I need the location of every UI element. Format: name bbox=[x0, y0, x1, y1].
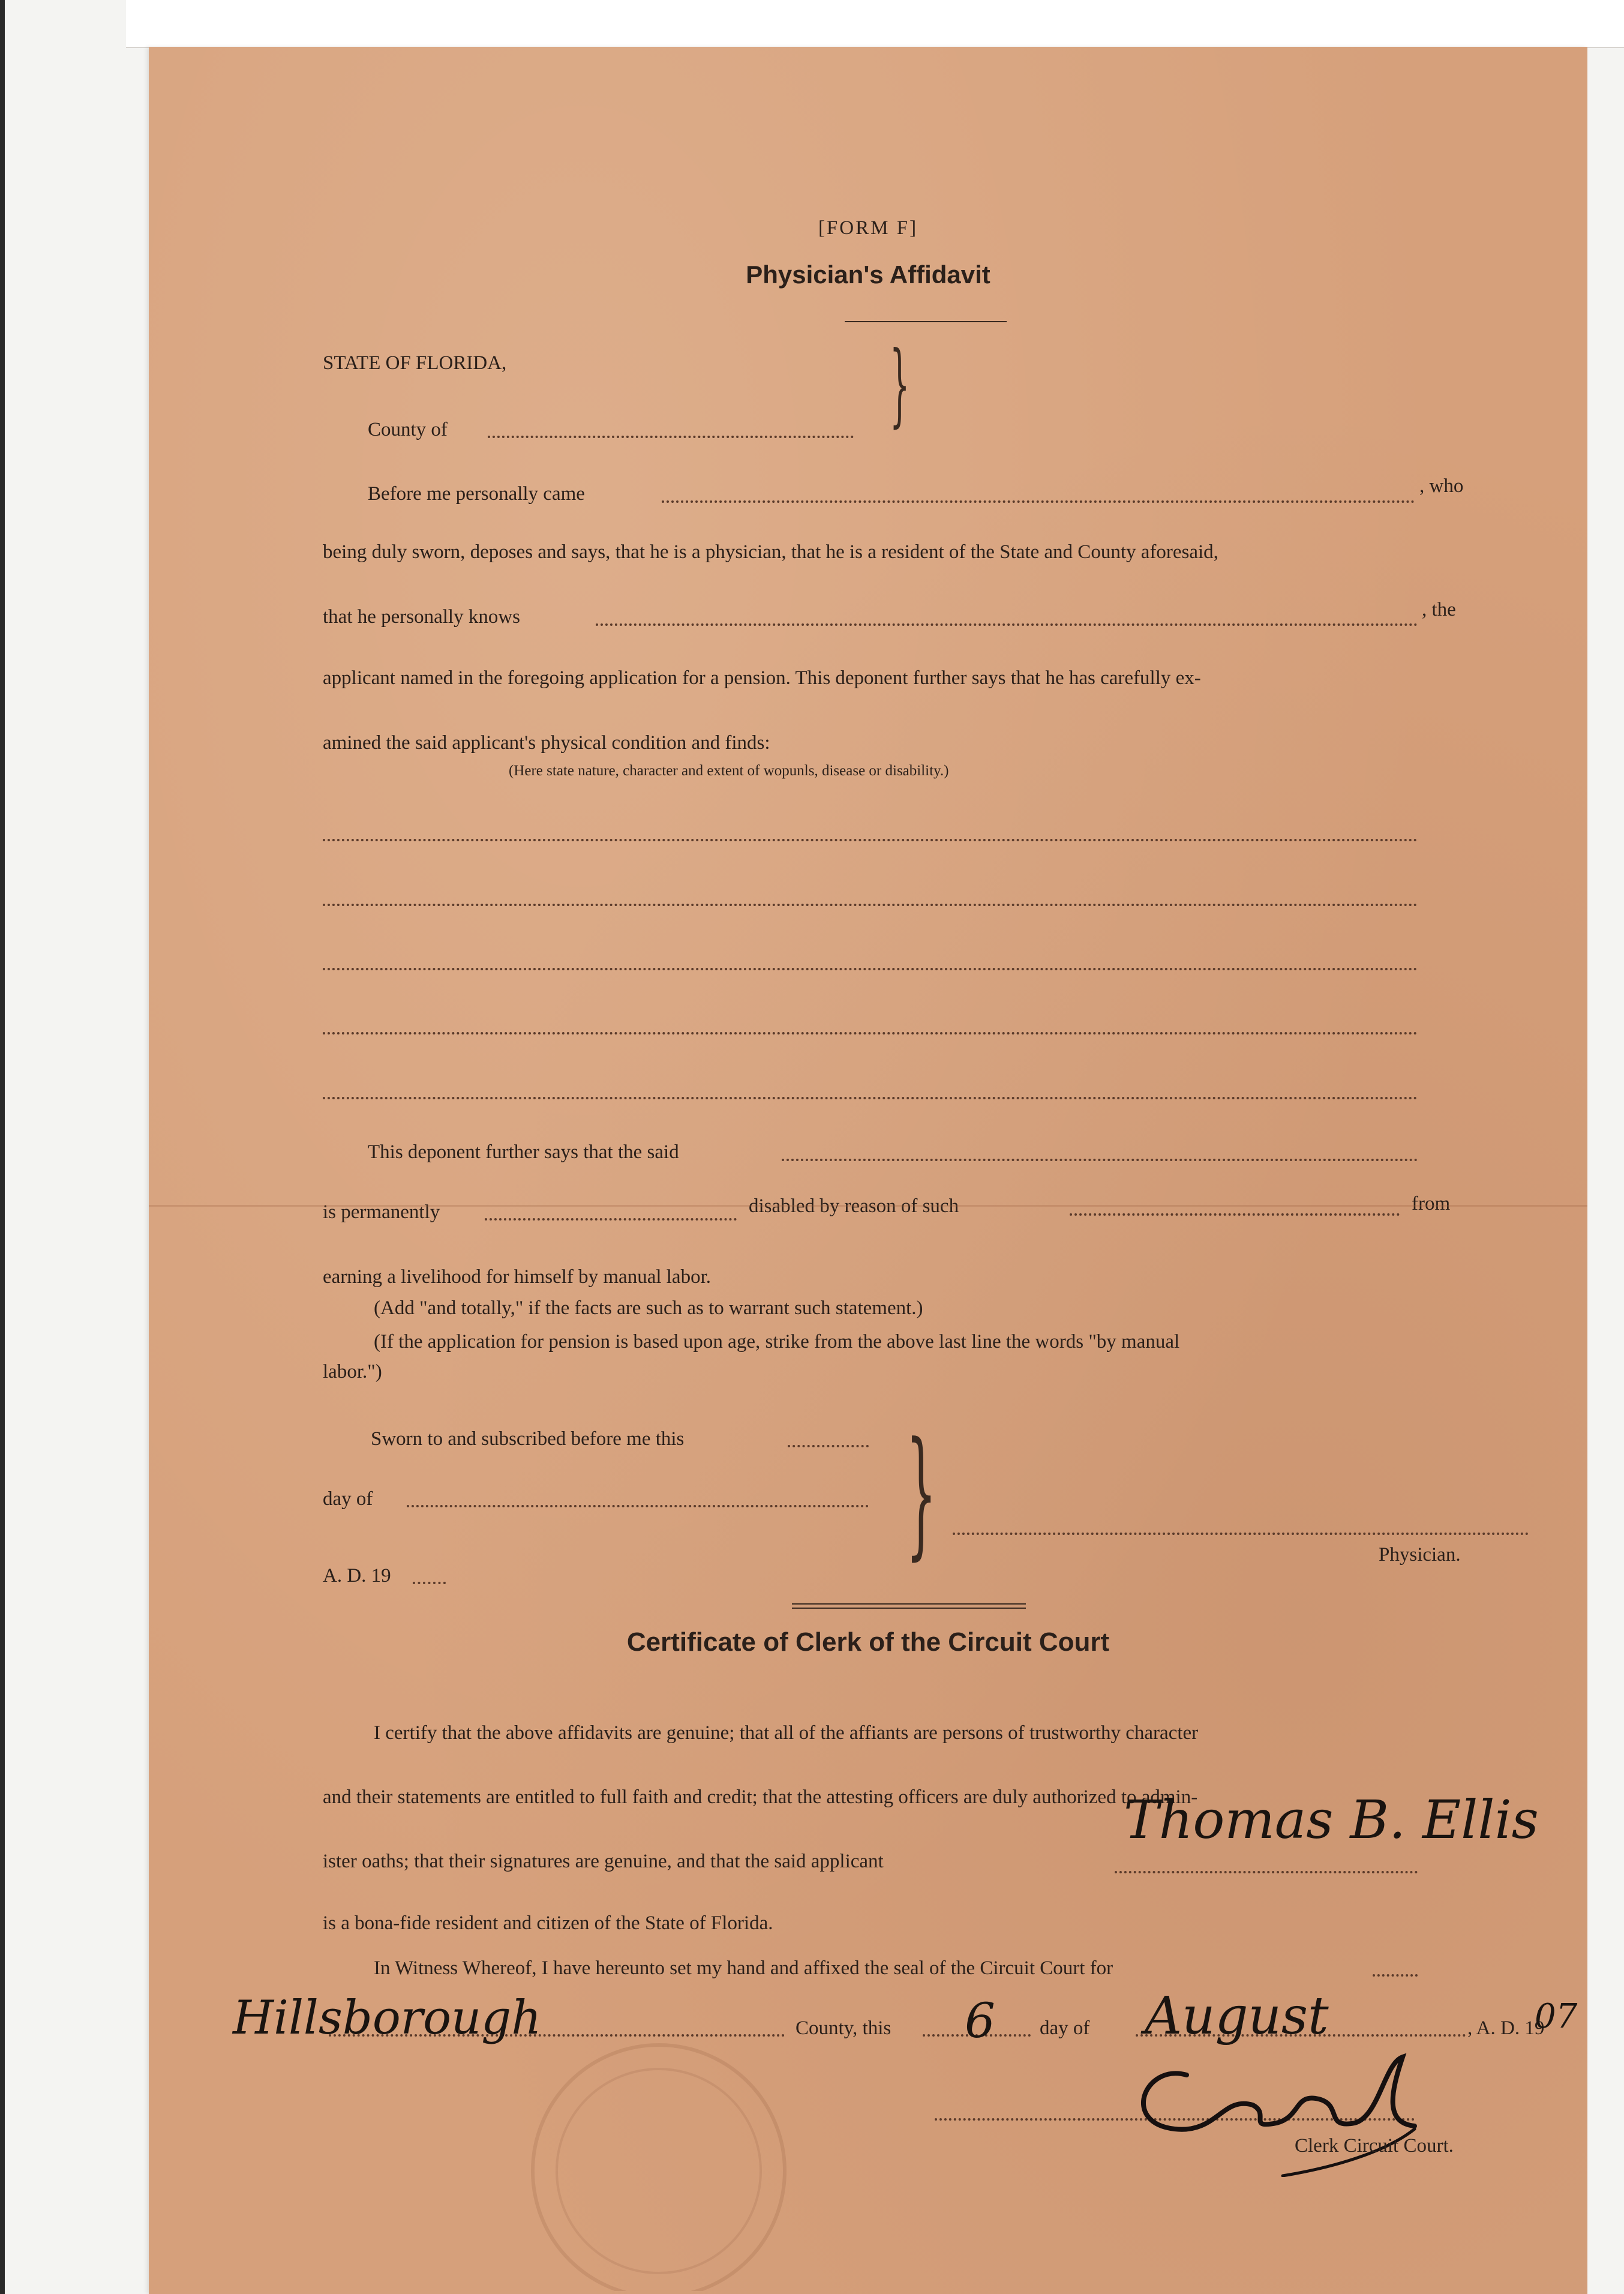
examined-line: amined the said applicant's physical condition and finds: bbox=[323, 732, 770, 754]
cert-ad-text: , A. D. 19 bbox=[1467, 2017, 1545, 2039]
disabled-text: disabled by reason of such bbox=[749, 1195, 959, 1217]
affiant-blank bbox=[662, 500, 1415, 503]
sworn-day-blank bbox=[788, 1445, 869, 1447]
county-this-text: County, this bbox=[796, 2017, 891, 2039]
applicant-name-blank bbox=[1115, 1871, 1418, 1873]
before-me-text: Before me personally came bbox=[368, 483, 585, 505]
note-age-cont: labor.") bbox=[323, 1361, 382, 1383]
jurat-month-blank bbox=[407, 1505, 869, 1507]
jurat-brace: } bbox=[906, 1413, 937, 1573]
findings-line-3 bbox=[323, 968, 1418, 970]
jurat-day-of: day of bbox=[323, 1488, 373, 1510]
sworn-line: being duly sworn, deposes and says, that he is a physician, that he is a resident of the State and County aforesaid, bbox=[323, 541, 1218, 563]
note-totally: (Add "and totally," if the facts are such as to warrant such statement.) bbox=[374, 1297, 923, 1319]
embossed-seal bbox=[503, 2027, 815, 2291]
scanner-edge bbox=[0, 0, 5, 2294]
permanently-blank bbox=[485, 1218, 737, 1221]
jurat-year-blank bbox=[413, 1582, 446, 1584]
knows-text: that he personally knows bbox=[323, 606, 521, 628]
handwritten-month: August bbox=[1145, 1986, 1329, 2046]
state-label: STATE OF FLORIDA, bbox=[323, 352, 507, 374]
livelihood-line: earning a livelihood for himself by manual labor. bbox=[323, 1266, 711, 1288]
physician-signature-line bbox=[953, 1533, 1529, 1535]
physician-label: Physician. bbox=[1379, 1544, 1461, 1566]
jurat-ad: A. D. 19 bbox=[323, 1565, 391, 1587]
county-brace: } bbox=[890, 332, 910, 437]
applicant-line: applicant named in the foregoing application for a pension. This deponent further says that he has carefully ex- bbox=[323, 667, 1201, 689]
applicant-blank bbox=[596, 623, 1418, 626]
cert-day-of-text: day of bbox=[1040, 2017, 1090, 2039]
who-text: , who bbox=[1419, 475, 1464, 497]
findings-line-4 bbox=[323, 1032, 1418, 1034]
certificate-line-5: In Witness Whereof, I have hereunto set my hand and affixed the seal of the Circuit Court for bbox=[374, 1957, 1113, 1979]
permanently-text: is permanently bbox=[323, 1201, 440, 1223]
scan-margin bbox=[126, 0, 1624, 48]
witness-blank bbox=[1373, 1974, 1418, 1977]
findings-line-5 bbox=[323, 1097, 1418, 1099]
said-blank bbox=[782, 1159, 1418, 1161]
note-age: (If the application for pension is based upon age, strike from the above last line the words "by manual bbox=[374, 1331, 1180, 1353]
clerk-label: Clerk Circuit Court. bbox=[1295, 2135, 1454, 2157]
reason-blank bbox=[1070, 1213, 1400, 1216]
form-label: [FORM F] bbox=[818, 217, 918, 239]
handwritten-year: 07 bbox=[1535, 1997, 1578, 2036]
certificate-line-3: ister oaths; that their signatures are genuine, and that the said applicant bbox=[323, 1851, 884, 1872]
handwritten-applicant-name: Thomas B. Ellis bbox=[1124, 1789, 1539, 1851]
sworn-text: Sworn to and subscribed before me this bbox=[371, 1428, 685, 1450]
title-rule bbox=[845, 321, 1007, 322]
county-label: County of bbox=[368, 419, 448, 440]
document-page bbox=[149, 47, 1587, 2294]
handwritten-county: Hillsborough bbox=[233, 1991, 542, 2045]
examined-note: (Here state nature, character and extent of wopunls, disease or disability.) bbox=[509, 763, 949, 779]
certificate-title: Certificate of Clerk of the Circuit Court bbox=[626, 1627, 1110, 1657]
handwritten-day: 6 bbox=[965, 1993, 995, 2049]
certificate-line-4: is a bona-fide resident and citizen of the State of Florida. bbox=[323, 1912, 773, 1934]
findings-line-2 bbox=[323, 904, 1418, 906]
cert-rule-2 bbox=[792, 1608, 1026, 1609]
certificate-line-2: and their statements are entitled to full faith and credit; that the attesting officers are duly authorized to admin- bbox=[323, 1786, 1198, 1808]
from-text: from bbox=[1412, 1193, 1451, 1215]
affidavit-title: Physician's Affidavit bbox=[746, 260, 990, 289]
findings-line-1 bbox=[323, 839, 1418, 841]
further-says-text: This deponent further says that the said bbox=[368, 1141, 679, 1163]
the-text: , the bbox=[1422, 599, 1456, 620]
cert-rule-1 bbox=[792, 1603, 1026, 1605]
certificate-line-1: I certify that the above affidavits are genuine; that all of the affiants are persons of trustworthy character bbox=[374, 1722, 1199, 1744]
county-blank bbox=[488, 436, 854, 438]
